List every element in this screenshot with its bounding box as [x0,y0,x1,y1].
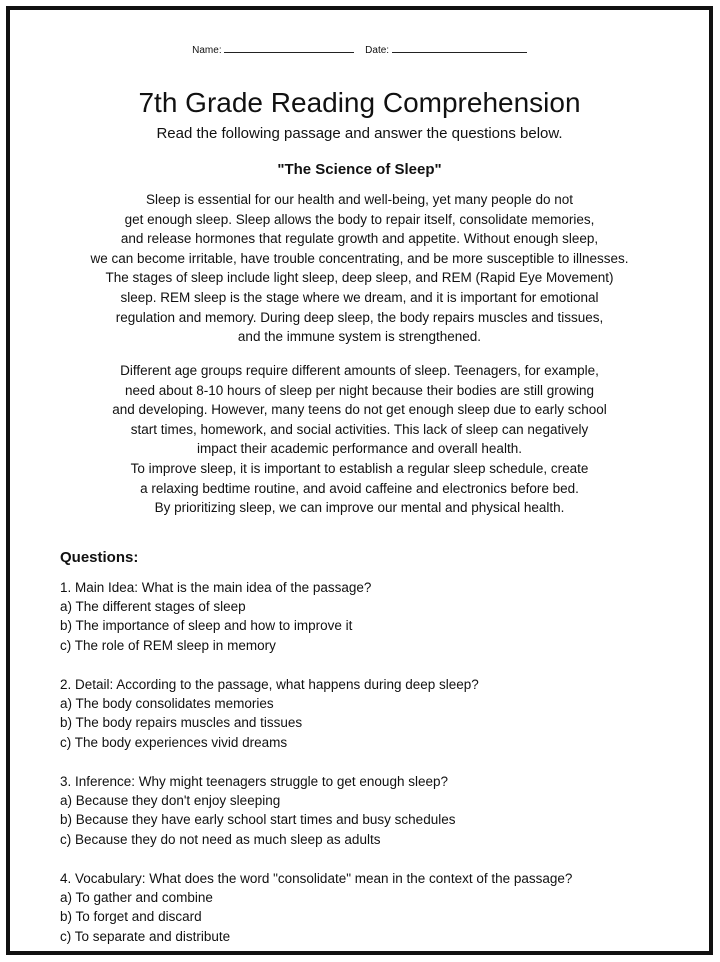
date-blank-line [392,42,527,53]
passage-line: start times, homework, and social activities. This lack of sleep can negatively [130,421,589,437]
answer-option-c: c) Because they do not need as much sleep as adults [60,831,381,847]
passage-line: Sleep is essential for our health and well-being, yet many people do not [145,192,574,207]
passage-line: impact their academic performance and overall health. [197,441,522,457]
question-prompt: 4. Vocabulary: What does the word "consolidate" mean in the context of the passage? [60,871,573,886]
name-label: Name: [192,45,222,56]
instructions: Read the following passage and answer the questions below. [156,125,563,142]
answer-option-a: a) The body consolidates memories [60,696,274,712]
name-blank-line [224,42,354,53]
passage-line: The stages of sleep include light sleep, deep sleep, and REM (Rapid Eye Movement) [105,270,614,286]
question-prompt: 1. Main Idea: What is the main idea of the passage? [60,580,372,595]
passage-line: and the immune system is strengthened. [237,329,482,345]
question-2 [60,675,479,752]
passage-line: sleep. REM sleep is the stage where we dream, and it is important for emotional [120,289,599,305]
passage-line: and release hormones that regulate growth and appetite. Without enough sleep, [120,231,599,247]
answer-option-c: c) The role of REM sleep in memory [60,637,276,653]
passage-line: regulation and memory. During deep sleep, the body repairs muscles and tissues, [115,309,604,325]
passage-title: "The Science of Sleep" [277,161,442,178]
passage-paragraph-1 [10,190,709,347]
question-prompt: 3. Inference: Why might teenagers struggle to get enough sleep? [60,774,448,789]
question-3 [60,772,455,849]
passage-line: a relaxing bedtime routine, and avoid caffeine and electronics before bed. [140,480,579,496]
passage-line: need about 8-10 hours of sleep per night because their bodies are still growing [124,382,595,398]
answer-option-b: b) The importance of sleep and how to improve it [60,618,353,634]
passage-paragraph-2 [10,361,709,518]
worksheet-title: 7th Grade Reading Comprehension [138,87,581,118]
answer-option-b: b) To forget and discard [60,909,202,925]
passage-line: get enough sleep. Sleep allows the body to repair itself, consolidate memories, [124,211,595,227]
answer-option-c: c) The body experiences vivid dreams [60,734,288,750]
worksheet-page [6,6,713,955]
answer-option-a: a) Because they don't enjoy sleeping [60,793,281,809]
passage-line: Different age groups require different amounts of sleep. Teenagers, for example, [120,363,599,378]
question-4 [60,869,572,946]
answer-option-b: b) The body repairs muscles and tissues [60,715,303,731]
question-1 [60,578,371,655]
answer-option-a: a) To gather and combine [60,890,213,906]
questions-heading: Questions: [60,549,139,566]
passage-line: By prioritizing sleep, we can improve our mental and physical health. [154,500,565,516]
passage-line: we can become irritable, have trouble concentrating, and be more susceptible to illnesses. [90,250,629,266]
answer-option-a: a) The different stages of sleep [60,599,246,615]
name-date-header [10,42,709,58]
passage-line: and developing. However, many teens do not get enough sleep due to early school [112,402,607,418]
date-label: Date: [365,45,390,56]
passage-line: To improve sleep, it is important to establish a regular sleep schedule, create [130,460,589,476]
answer-option-c: c) To separate and distribute [60,928,231,944]
answer-option-b: b) Because they have early school start times and busy schedules [60,812,456,828]
question-prompt: 2. Detail: According to the passage, what happens during deep sleep? [60,677,479,692]
